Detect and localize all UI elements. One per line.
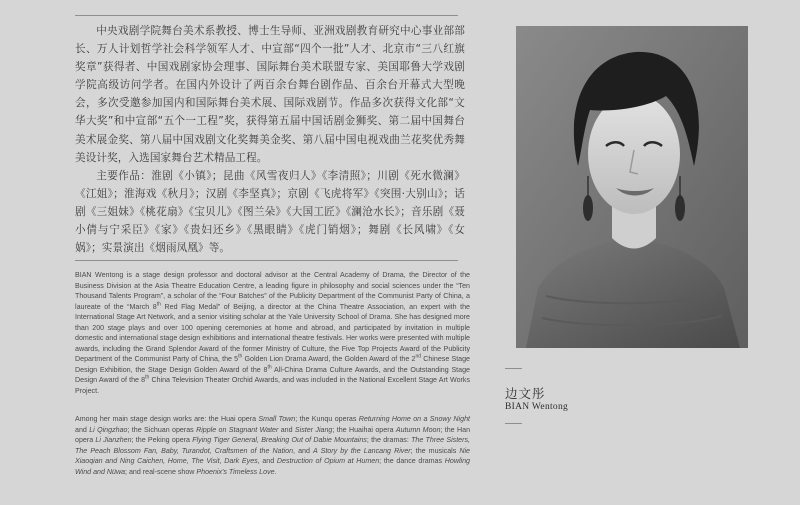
- works-text: and: [259, 457, 277, 465]
- works-text: ; the Sichuan operas: [127, 425, 197, 434]
- work-title: Destruction of Opium at Humen: [276, 457, 380, 465]
- english-bio-paragraph-2: [75, 414, 470, 477]
- work-title: Li Qingzhao: [89, 425, 128, 434]
- work-title: Nie Xiaoqian and Ning Caichen, Home, The Visit, Dark Eyes,: [75, 446, 471, 465]
- works-text: ; the dramas:: [366, 436, 412, 444]
- chinese-bio-paragraph-2: 主要作品：淮剧《小镇》；昆曲《风雪夜归人》《李清照》；川剧《死水微澜》《江姐》；淮海戏《秋月》；汉剧《李坚真》；京剧《飞虎将军》《突围·大别山》；话剧《三姐妹》《桃花扇》《宝贝儿》《图兰朵》《大国工匠》《澜沧水长》；音乐剧《聂小倩与宁采臣》《家》《贵妇还乡》《黑眼睛》《虎门销烟》；舞剧《长风啸》《女娲》；实景演出《烟雨凤凰》等。: [75, 169, 465, 255]
- caption-rule-bottom: [505, 423, 522, 424]
- works-text: ; the musicals: [410, 446, 460, 455]
- top-rule-left: [75, 15, 458, 16]
- work-title: The Three Sisters, The Peach Blossom Fan, Baby, Turandot, Craftsmen of the Nation: [75, 436, 470, 455]
- works-text: and: [278, 425, 295, 434]
- english-bio-paragraph-1: BIAN Wentong is a stage design professor and doctoral advisor at the Central Academy of Drama, the Director of the Business Division at the Asia Theatre Education Centre, a leading figure in philosophy and social sciences under the “Ten Thousand Talents Program”, a scholar of the “Four Batches” of the Publicity Department of the Communist Party of China, a laureate of the “March 8th Red Flag Medal” of Beijing, a director at the China Theatre Association, an expert with the International Stage Art Network, and a senior visiting scholar at the Yale University School of Drama. She has designed more than 200 stage plays and over 100 opening ceremonies at home and abroad, and participated by invitation in multiple domestic and international stage design exhibitions and international theatre festivals. Her works were presented with multiple awards, including the Grand Splendor Award of the former Ministry of Culture, the Five Top Projects Award of the Publicity Department of the Communist Party of China, the 5th Golden Lion Drama Award, the Golden Award of the 2nd Chinese Stage Design Exhibition, the Stage Design Golden Award of the 8th All-China Drama Culture Awards, and the Outstanding Stage Design Award of the 8th China Television Theater Orchid Awards, and was included in the National Excellent Stage Art Works Project.: [75, 271, 471, 395]
- works-text: Among her main stage design works are: the Huai opera: [75, 415, 259, 423]
- work-title: A Story by the Lancang River: [313, 446, 411, 455]
- works-text: and: [75, 425, 90, 434]
- caption-rule-top: [505, 368, 522, 369]
- portrait-photo: [516, 26, 748, 348]
- work-title: Small Town: [258, 415, 296, 423]
- portrait-image: [516, 26, 748, 348]
- work-title: Howling Wind and Nüwa: [75, 457, 470, 476]
- english-works-list: [75, 414, 470, 477]
- chinese-biography: [75, 22, 465, 257]
- works-text: ; the Huaihai opera: [332, 425, 396, 434]
- works-text: ; and real-scene show: [125, 467, 197, 476]
- works-text: , and: [293, 446, 314, 455]
- work-title: Autumn Moon: [395, 425, 441, 434]
- works-text: ; the Kunqu operas: [295, 415, 359, 423]
- work-title: Phoenix's Timeless Love: [196, 467, 275, 476]
- work-title: Flying Tiger General, Breaking Out of Dabie Mountains: [192, 436, 367, 444]
- work-title: Sister Jiang: [294, 425, 333, 434]
- chinese-bio-paragraph-1: 中央戏剧学院舞台美术系教授、博士生导师、亚洲戏剧教育研究中心事业部部长、万人计划哲学社会科学领军人才、中宣部“四个一批”人才、北京市“三八红旗奖章”获得者、中国戏剧家协会理事、国际舞台美术联盟专家、美国耶鲁大学戏剧学院高级访问学者。在国内外设计了两百余台舞台剧作品、百余台开幕式大型晚会，多次受邀参加国内和国际舞台美术展、国际戏剧节。作品多次获得文化部“文华大奖”和中宣部“五个一工程”奖，获得第五届中国话剧金狮奖、第二届中国舞台美术展金奖、第八届中国戏剧文化奖舞美金奖、第八届中国电视戏曲兰花奖优秀舞美设计奖，入选国家舞台艺术精品工程。: [75, 25, 465, 164]
- works-text: ; the Peking opera: [131, 436, 193, 444]
- name-chinese: 边文彤: [505, 386, 546, 401]
- work-title: Returning Home on a Snowy Night: [358, 415, 470, 423]
- work-title: Li Jianzhen: [95, 436, 132, 444]
- english-biography: [75, 270, 470, 396]
- works-text: ; the Han opera: [75, 425, 471, 444]
- works-text: ; the dance dramas: [379, 457, 445, 465]
- middle-rule: [75, 260, 458, 261]
- works-text: .: [274, 467, 277, 476]
- work-title: Ripple on Stagnant Water: [196, 425, 279, 434]
- name-english: BIAN Wentong: [505, 402, 569, 412]
